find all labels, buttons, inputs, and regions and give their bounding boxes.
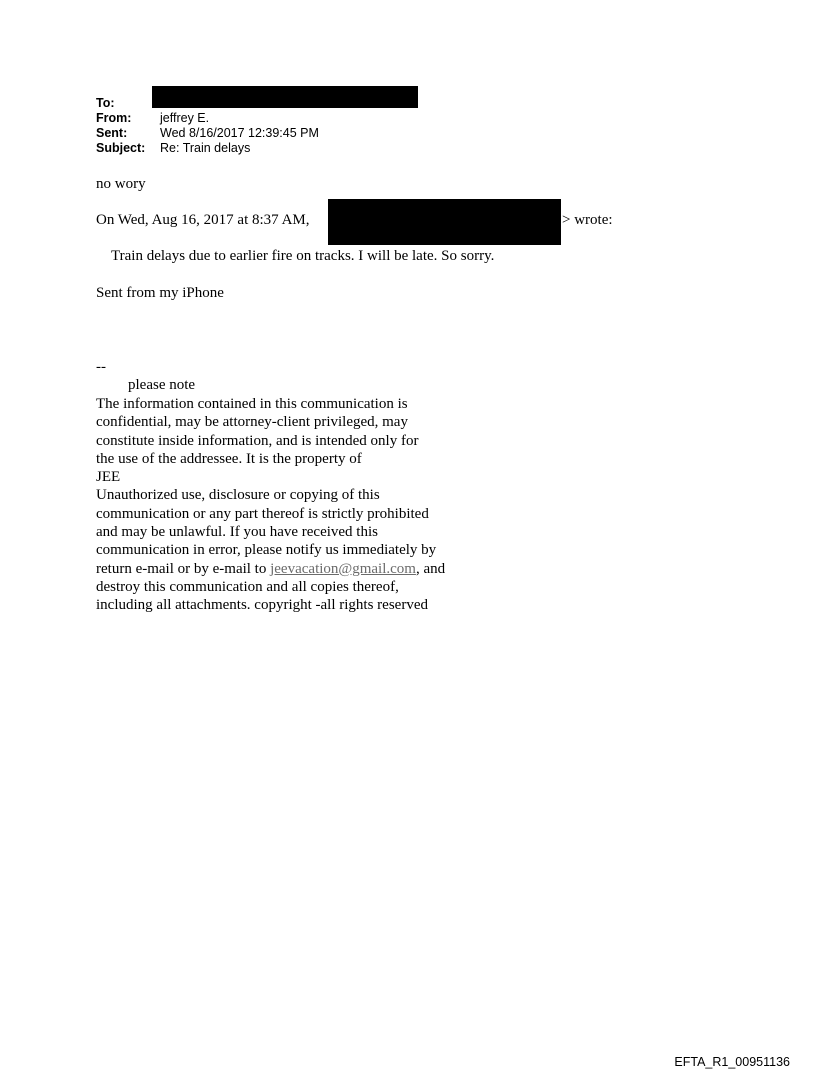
to-label: To: [96, 96, 115, 110]
notice-line-suffix: , and [415, 560, 446, 577]
notice-line-prefix: return e-mail or by e-mail to [96, 560, 271, 577]
from-label: From: [96, 111, 132, 125]
notice-line: and may be unlawful. If you have received this [96, 524, 378, 541]
notice-line: communication in error, please notify us immediately by [96, 542, 437, 559]
notice-line: The information contained in this communication is [96, 396, 408, 412]
notice-line: including all attachments. copyright -all rights reserved [96, 597, 428, 614]
sent-value: Wed 8/16/2017 12:39:45 PM [160, 126, 319, 140]
notice-line-with-link [96, 560, 445, 578]
quoted-message: Train delays due to earlier fire on tracks. I will be late. So sorry. [111, 248, 495, 264]
from-value: jeffrey E. [160, 111, 210, 125]
notice-line: destroy this communication and all copies thereof, [96, 578, 399, 595]
to-redaction-box [152, 86, 418, 108]
email-signature: Sent from my iPhone [96, 285, 224, 301]
notice-line: JEE [96, 469, 121, 486]
quote-intro-suffix: > wrote: [562, 212, 613, 228]
subject-value: Re: Train delays [160, 141, 251, 155]
note-heading: please note [128, 377, 196, 393]
signature-separator: -- [96, 359, 106, 375]
email-link[interactable]: jeevacation@gmail.com [270, 560, 416, 577]
bates-number: EFTA_R1_00951136 [674, 1055, 790, 1069]
reply-text: no wory [96, 176, 146, 192]
sent-label: Sent: [96, 126, 128, 140]
notice-line: Unauthorized use, disclosure or copying of this [96, 487, 380, 504]
notice-line: constitute inside information, and is intended only for [96, 432, 419, 449]
notice-line: confidential, may be attorney-client privileged, may [96, 414, 408, 431]
confidentiality-notice [96, 395, 445, 615]
notice-line: communication or any part thereof is strictly prohibited [96, 505, 429, 522]
subject-label: Subject: [96, 141, 146, 155]
sender-redaction-box [328, 199, 561, 245]
quote-intro-prefix: On Wed, Aug 16, 2017 at 8:37 AM, [96, 212, 310, 228]
notice-line: the use of the addressee. It is the property of [96, 450, 362, 467]
